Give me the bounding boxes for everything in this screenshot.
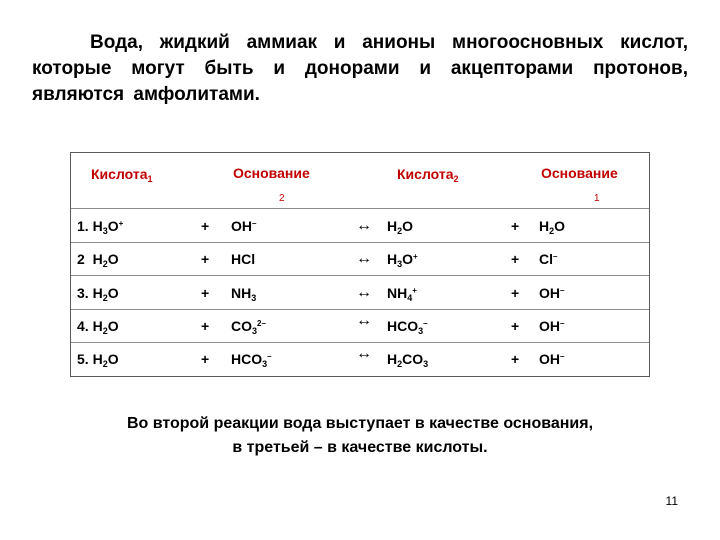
row-5-arrow: ↔ <box>356 345 372 362</box>
row-1-plus: + <box>511 218 520 234</box>
row-5-acid-1: 5. $H_2O$ <box>77 351 119 369</box>
header-base-2: Основание <box>233 165 310 181</box>
conclusion <box>40 412 680 460</box>
conclusion-line-2: в третьей – в качестве кислоты. <box>232 439 488 456</box>
header-base-2-index: 2 <box>279 193 285 204</box>
row-divider <box>71 242 649 243</box>
row-4-acid-1: 4. $H_2O$ <box>77 318 119 336</box>
row-1-acid-2: $H_2O$ <box>387 218 414 236</box>
header-divider <box>71 208 649 209</box>
row-1-acid-1: 1. $H_3O^+$ <box>77 218 124 236</box>
row-divider <box>71 275 649 276</box>
header-acid-1: Кислота$_1$ <box>91 166 153 184</box>
intro-paragraph: Вода, жидкий аммиак и анионы многоосновных кислот, которые могут быть и донорами и акцепторами протонов, являются амфолитами. <box>32 32 688 105</box>
reactions-table <box>70 152 650 377</box>
row-5-base-2: $HCO_3^-$ <box>231 351 272 369</box>
row-5-acid-2: $H_2CO_3$ <box>387 351 429 369</box>
row-3-plus: + <box>511 285 520 301</box>
row-4-base-1: OH– <box>539 318 565 334</box>
row-2-base-2: HCl <box>231 251 256 267</box>
row-4-plus: + <box>201 318 210 334</box>
row-5-plus: + <box>201 351 210 367</box>
row-5-base-1: OH– <box>539 351 565 367</box>
row-1-base-1: $H_2O$ <box>539 218 566 236</box>
row-5-plus: + <box>511 351 520 367</box>
row-divider <box>71 342 649 343</box>
row-4-arrow: ↔ <box>356 312 372 329</box>
row-1-arrow: ↔ <box>356 217 372 234</box>
row-2-plus: + <box>511 251 520 267</box>
row-2-acid-1: 2 $H_2O$ <box>77 251 119 269</box>
row-2-base-1: Cl– <box>539 251 558 267</box>
row-3-acid-2: $NH_4^+$ <box>387 285 417 303</box>
row-3-plus: + <box>201 285 210 301</box>
row-1-base-2: OH– <box>231 218 257 234</box>
row-4-base-2: $CO_3^{2-}$ <box>231 318 266 336</box>
row-2-arrow: ↔ <box>356 250 372 267</box>
row-2-acid-2: $H_3O^+$ <box>387 251 418 269</box>
page-number: 11 <box>665 494 678 508</box>
conclusion-line-1: Во второй реакции вода выступает в качестве основания, <box>126 415 594 432</box>
row-1-plus: + <box>201 218 210 234</box>
header-base-1-index: 1 <box>594 193 600 204</box>
row-4-plus: + <box>511 318 520 334</box>
row-3-base-1: OH– <box>539 285 565 301</box>
row-2-plus: + <box>201 251 210 267</box>
row-3-acid-1: 3. $H_2O$ <box>77 285 119 303</box>
row-4-acid-2: $HCO_3^-$ <box>387 318 428 336</box>
row-3-base-2: $NH_3$ <box>231 285 257 303</box>
row-divider <box>71 309 649 310</box>
header-base-1: Основание <box>541 165 618 181</box>
row-3-arrow: ↔ <box>356 284 372 301</box>
header-acid-2: Кислота$_2$ <box>397 166 459 184</box>
